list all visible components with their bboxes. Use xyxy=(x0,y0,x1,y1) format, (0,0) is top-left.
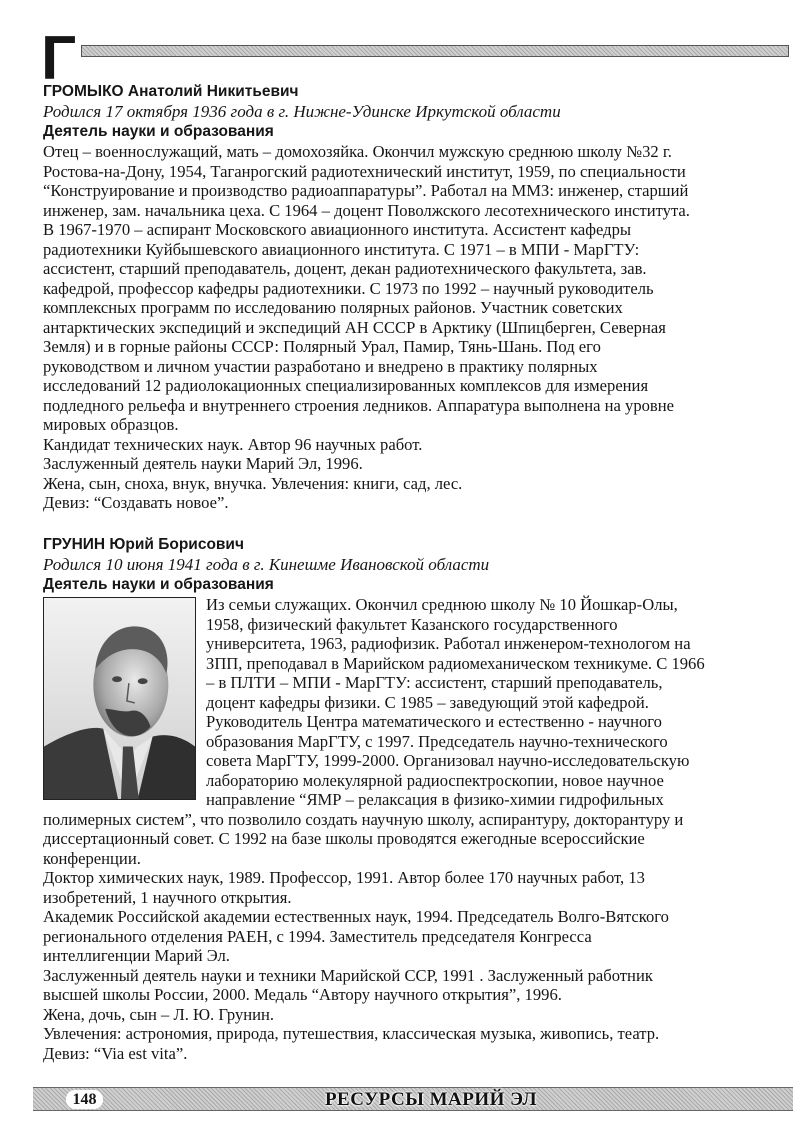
bio-line: конференции. xyxy=(43,848,141,868)
bio-line: “Конструирование и производство радиоаппаратуры”. Работал на ММЗ: инженер, старший xyxy=(43,181,689,200)
footer-title: РЕСУРСЫ МАРИЙ ЭЛ xyxy=(324,1089,538,1110)
header-hatched-band xyxy=(81,45,789,57)
honor-line: высшей школы России, 2000. Медаль “Автору научного открытия”, 1996. xyxy=(43,985,562,1004)
bio-line: направление “ЯМР – релаксация в физико-химии гидрофильных xyxy=(206,790,664,809)
bio-line: комплексных программ по исследованию полярных районов. Участник советских xyxy=(43,298,623,317)
page-number: 148 xyxy=(66,1090,103,1109)
biography-text xyxy=(43,595,793,868)
person-name: ГРОМЫКО Анатолий Никитьевич xyxy=(43,83,299,100)
birth-info: Родился 10 июня 1941 года в г. Кинешме Ивановской области xyxy=(43,555,490,574)
bio-line: доцент кафедры физики. С 1985 – заведующий этой кафедрой. xyxy=(206,692,649,712)
bio-line: руководством и личном участии разработано и внедрено в практику полярных xyxy=(43,356,598,376)
bio-line: мировых образцов. xyxy=(43,415,179,434)
family-line: Жена, дочь, сын – Л. Ю. Грунин. xyxy=(43,1004,275,1024)
bio-line: диссертационный совет. С 1992 на базе школы проводятся ежегодные всероссийские xyxy=(43,829,645,848)
bio-line: ЗПП, преподавал в Марийском радиомеханическом техникуме. С 1966 xyxy=(206,653,705,673)
motto-line: Девиз: “Создавать новое”. xyxy=(43,493,229,512)
bio-line: ассистент, старший преподаватель, доцент, декан радиотехнического факультета, зав. xyxy=(43,259,647,278)
bio-line: Ростова-на-Дону, 1954, Таганрогский радиотехнический институт, 1959, по специальности xyxy=(43,161,686,181)
extra-info xyxy=(43,435,793,513)
bio-line: полимерных систем”, что позволило создать научную школу, аспирантуру, докторантуру и xyxy=(43,809,684,829)
bio-line: Руководитель Центра математического и естественно - научного xyxy=(206,712,662,731)
biography-entry xyxy=(43,82,793,513)
degree-line: Доктор химических наук, 1989. Профессор, 1991. Автор более 170 научных работ, 13 xyxy=(43,868,645,887)
extra-info xyxy=(43,868,793,1063)
person-name: ГРУНИН Юрий Борисович xyxy=(43,536,244,553)
academy-line: Академик Российской академии естественных наук, 1994. Председатель Волго-Вятского xyxy=(43,907,669,926)
section-letter: Г xyxy=(41,24,77,93)
field-of-activity: Деятель науки и образования xyxy=(43,576,274,593)
bio-line: университета, 1963, радиофизик. Работал инженером-технологом на xyxy=(206,634,691,653)
bio-line: – в ПЛТИ – МПИ - МарГТУ: ассистент, старший преподаватель, xyxy=(206,673,663,692)
degree-line: Кандидат технических наук. Автор 96 научных работ. xyxy=(43,434,423,454)
footer-band xyxy=(33,1087,793,1111)
bio-line: образования МарГТУ, с 1997. Председатель научно-технического xyxy=(206,731,668,751)
bio-line: Отец – военнослужащий, мать – домохозяйка. Окончил мужскую среднюю школу №32 г. xyxy=(43,142,672,161)
bio-line: инженер, зам. начальника цеха. С 1964 – доцент Поволжского лесотехнического института. xyxy=(43,200,690,220)
bio-line: антарктических экспедиций и экспедиций АН СССР в Арктику (Шпицберген, Северная xyxy=(43,317,666,337)
bio-line: радиотехники Куйбышевского авиационного института. С 1971 – в МПИ - МарГТУ: xyxy=(43,239,640,259)
degree-line: изобретений, 1 научного открытия. xyxy=(43,887,292,907)
bio-line: совета МарГТУ, 1999-2000. Организовал научно-исследовательскую xyxy=(206,751,690,770)
bio-line: 1958, физический факультет Казанского государственного xyxy=(206,614,618,634)
honor-line: Заслуженный деятель науки Марий Эл, 1996. xyxy=(43,454,363,473)
academy-line: интеллигенции Марий Эл. xyxy=(43,946,230,965)
motto-line: Девиз: “Via est vita”. xyxy=(43,1043,188,1063)
field-of-activity: Деятель науки и образования xyxy=(43,123,274,140)
bio-line: Земля) и в горные районы СССР: Полярный Урал, Памир, Тянь-Шань. Под его xyxy=(43,337,601,356)
bio-line: подледного рельефа и внутреннего строения ледников. Аппаратура выполнена на уровне xyxy=(43,395,674,415)
bio-line: кафедрой, профессор кафедры радиотехники. С 1973 по 1992 – научный руководитель xyxy=(43,278,654,298)
family-line: Жена, сын, сноха, внук, внучка. Увлечения: книги, сад, лес. xyxy=(43,473,463,493)
bio-line: исследований 12 радиолокационных специализированных комплексов для измерения xyxy=(43,376,649,395)
biography-text xyxy=(43,142,793,435)
hobbies-line: Увлечения: астрономия, природа, путешествия, классическая музыка, живопись, театр. xyxy=(43,1024,660,1043)
portrait-photo xyxy=(43,597,196,800)
birth-info: Родился 17 октября 1936 года в г. Нижне-Удинске Иркутской области xyxy=(43,102,561,121)
honor-line: Заслуженный деятель науки и техники Марийской ССР, 1991 . Заслуженный работник xyxy=(43,965,653,985)
bio-line: В 1967-1970 – аспирант Московского авиационного института. Ассистент кафедры xyxy=(43,220,632,239)
bio-line: Из семьи служащих. Окончил среднюю школу № 10 Йошкар-Олы, xyxy=(206,595,678,614)
biography-entry xyxy=(43,535,793,1063)
academy-line: регионального отделения РАЕН, с 1994. Заместитель председателя Конгресса xyxy=(43,926,592,946)
bio-line: лабораторию молекулярной радиоспектроскопии, новое научное xyxy=(206,770,664,790)
